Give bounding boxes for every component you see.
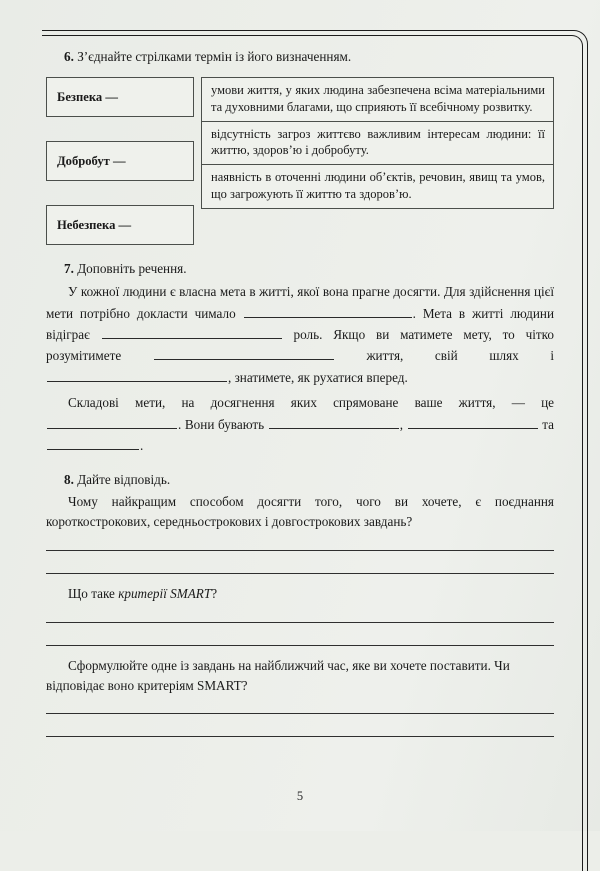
term-box-bezpeka[interactable] (46, 77, 194, 117)
task-6-definitions-column (201, 77, 554, 209)
fill-in-blank[interactable] (47, 368, 227, 382)
sentence-fragment: , знатимете, як рухатися вперед. (228, 369, 408, 385)
fill-in-blank[interactable] (269, 415, 399, 429)
sentence-fragment: життя, свій шлях і (366, 348, 555, 364)
sentence-fragment: роль. Якщо ви матимете мету, то чітко розумітимете (46, 327, 554, 364)
task-6-terms-column (46, 77, 194, 245)
task-8-question-2 (46, 584, 554, 604)
answer-line[interactable] (46, 736, 554, 737)
fill-in-blank[interactable] (154, 347, 334, 361)
answer-line[interactable] (46, 573, 554, 574)
question-prefix: Що таке (68, 586, 119, 602)
task-7-paragraph-1 (46, 281, 554, 388)
task-8-number: 8. (64, 472, 74, 488)
answer-line[interactable] (46, 622, 554, 623)
term-label: Небезпека — (57, 217, 132, 232)
task-6-title: З’єднайте стрілками термін із його визначенням. (77, 49, 352, 64)
task-6-matching-exercise (46, 77, 554, 245)
term-label: Добробут — (57, 153, 126, 168)
task-6-section (46, 48, 554, 245)
task-8-question-3: Сформулюйте одне із завдань на найближчий час, яке ви хочете поставити. Чи відповідає воно критеріям SMART? (46, 657, 510, 693)
spacer (46, 181, 194, 205)
task-7-section (46, 260, 554, 456)
fill-in-blank[interactable] (408, 415, 538, 429)
sentence-fragment: У кожної людини є власна мета в житті, якої вона прагне досягти. Для здійснення цієї мети потрібно докласти чимало (46, 284, 554, 321)
task-6-number: 6. (64, 49, 74, 64)
sentence-fragment: . Вони бувають (178, 416, 265, 432)
spacer (46, 117, 194, 141)
task-7-number: 7. (64, 261, 74, 277)
question-suffix: ? (211, 586, 218, 602)
term-box-dobrobut[interactable] (46, 141, 194, 181)
answer-line[interactable] (46, 713, 554, 714)
task-8-title: Дайте відповідь. (77, 472, 171, 488)
fill-in-blank[interactable] (47, 415, 177, 429)
sentence-fragment: та (542, 416, 555, 432)
term-label: Безпека — (57, 89, 118, 104)
task-8-section (46, 471, 554, 737)
fill-in-blank[interactable] (47, 436, 139, 450)
term-box-nebezpeka[interactable] (46, 205, 194, 245)
answer-line[interactable] (46, 550, 554, 551)
task-6-heading (46, 48, 554, 65)
definition-row[interactable]: відсутність загроз життєво важливим інтересам людини: її життю, здоров’ю і добробуту. (202, 122, 553, 166)
task-7-paragraph-2 (46, 392, 554, 456)
page-content (46, 48, 554, 737)
definition-row[interactable]: умови життя, у яких людина забезпечена всіма матеріальними та духовними благами, що сприяють її всебічному розвитку. (202, 78, 553, 122)
task-8-question-1: Чому найкращим способом досягти того, чого ви хочете, є поєднання короткострокових, середньострокових і довгострокових завдань? (46, 494, 554, 530)
sentence-fragment: , (399, 416, 404, 432)
fill-in-blank[interactable] (102, 326, 282, 340)
task-7-heading (46, 260, 554, 277)
task-7-title: Доповніть речення. (77, 261, 187, 277)
task-8-heading (46, 471, 554, 488)
page-number: 5 (296, 789, 304, 803)
answer-line[interactable] (46, 645, 554, 646)
sentence-fragment: Складові мети, на досягнення яких спрямоване ваше життя, — це (68, 395, 554, 411)
question-emphasis: критерії SMART (118, 586, 212, 602)
fill-in-blank[interactable] (244, 304, 412, 318)
definition-row[interactable]: наявність в оточенні людини об’єктів, речовин, явищ та умов, що загрожують її життю та здоров’ю. (211, 170, 545, 201)
sentence-fragment: . (140, 437, 144, 453)
sentence-fragment: . Мета в житті людини відіграє (46, 305, 554, 343)
